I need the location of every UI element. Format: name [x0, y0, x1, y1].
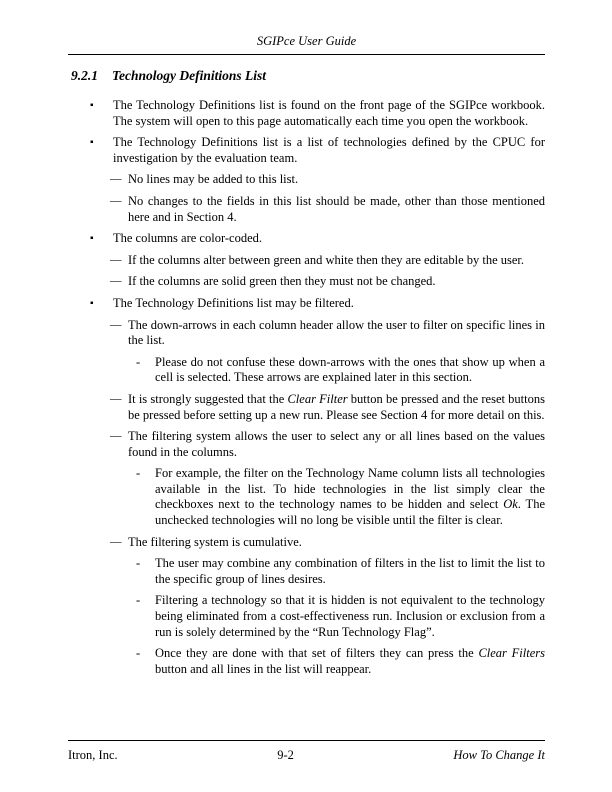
hyphen-bullet-icon: -	[136, 593, 141, 608]
list-item-text: No lines may be added to this list.	[128, 172, 299, 187]
hyphen-bullet-icon: -	[136, 466, 141, 481]
section-number: 9.2.1	[71, 68, 98, 83]
footer-chapter: How To Change It	[453, 748, 545, 762]
list-item-text: The user may combine any combination of filters in the list to limit the list to the specific group of lines desires.	[155, 556, 545, 586]
square-bullet-icon: ▪	[90, 297, 94, 309]
list-item	[68, 274, 545, 290]
hyphen-bullet-icon: -	[136, 556, 141, 571]
list-item-text: The Technology Definitions list may be filtered.	[113, 295, 354, 310]
page-header	[68, 34, 545, 55]
list-item	[68, 429, 545, 460]
list-item	[68, 355, 545, 386]
list-item-text: If the columns are solid green then they must not be changed.	[128, 274, 436, 289]
list-item	[68, 296, 545, 312]
dash-bullet-icon: —	[110, 275, 122, 288]
list-item	[68, 172, 545, 188]
list-item	[68, 253, 545, 269]
list-item-text: The filtering system is cumulative.	[128, 534, 302, 549]
square-bullet-icon: ▪	[90, 137, 94, 149]
dash-bullet-icon: —	[110, 318, 122, 331]
list-item	[68, 646, 545, 677]
footer-company: Itron, Inc.	[68, 748, 118, 762]
list-item	[68, 392, 545, 423]
square-bullet-icon: ▪	[90, 100, 94, 111]
list-item	[68, 466, 545, 528]
list-item-text: The Technology Definitions list is found on the front page of the SGIPce workbook. The system will open to this page automatically each time you open the workbook.	[113, 98, 545, 128]
hyphen-bullet-icon: -	[136, 646, 141, 661]
bullet-list	[68, 98, 545, 683]
list-item-text: The columns are color-coded.	[113, 231, 262, 246]
section-title: Technology Definitions List	[112, 68, 267, 83]
dash-bullet-icon: —	[110, 430, 122, 443]
list-item-text: The Technology Definitions list is a list of technologies defined by the CPUC for investigation by the evaluation team.	[113, 135, 545, 165]
list-item	[68, 194, 545, 225]
header-title: SGIPce User Guide	[256, 34, 357, 48]
list-item-text: Filtering a technology so that it is hidden is not equivalent to the technology being eliminated from a cost-effectiveness run. Inclusion or exclusion from a run is solely determined by the “Run Technology Flag”.	[155, 593, 545, 639]
list-item	[68, 135, 545, 166]
dash-bullet-icon: —	[110, 173, 122, 186]
list-item-text: If the columns alter between green and white then they are editable by the user.	[128, 252, 525, 267]
list-item	[68, 593, 545, 640]
list-item-text: Please do not confuse these down-arrows with the ones that show up when a cell is selected. These arrows are explained later in this section.	[155, 354, 545, 385]
list-item-text: No changes to the fields in this list should be made, other than those mentioned here and in Section 4.	[128, 193, 545, 224]
dash-bullet-icon: —	[110, 535, 122, 548]
page-footer	[68, 740, 545, 763]
footer-page-number: 9-2	[277, 748, 294, 762]
dash-bullet-icon: —	[110, 392, 122, 405]
dash-bullet-icon: —	[110, 253, 122, 266]
list-item	[68, 231, 545, 247]
list-item-text: The filtering system allows the user to select any or all lines based on the values found in the columns.	[128, 429, 545, 459]
list-item	[68, 98, 545, 129]
square-bullet-icon: ▪	[90, 233, 94, 245]
section-heading	[71, 68, 266, 84]
list-item	[68, 318, 545, 349]
list-item	[68, 535, 545, 551]
list-item-text: The down-arrows in each column header allow the user to filter on specific lines in the list.	[128, 317, 545, 348]
hyphen-bullet-icon: -	[136, 354, 141, 369]
list-item	[68, 556, 545, 587]
dash-bullet-icon: —	[110, 194, 122, 207]
list-item-text: Once they are done with that set of filters they can press the Clear Filters button and all lines in the list will reappear.	[155, 646, 545, 676]
list-item-text: For example, the filter on the Technology Name column lists all technologies available in the list. To hide technologies in the list simply clear the checkboxes next to the technology names to be hidden and select Ok. The unchecked technologies will no long be visible until the filter is clear.	[155, 466, 545, 528]
list-item-text: It is strongly suggested that the Clear Filter button be pressed and the reset buttons be pressed before setting up a new run. Please see Section 4 for more detail on this.	[128, 391, 545, 422]
